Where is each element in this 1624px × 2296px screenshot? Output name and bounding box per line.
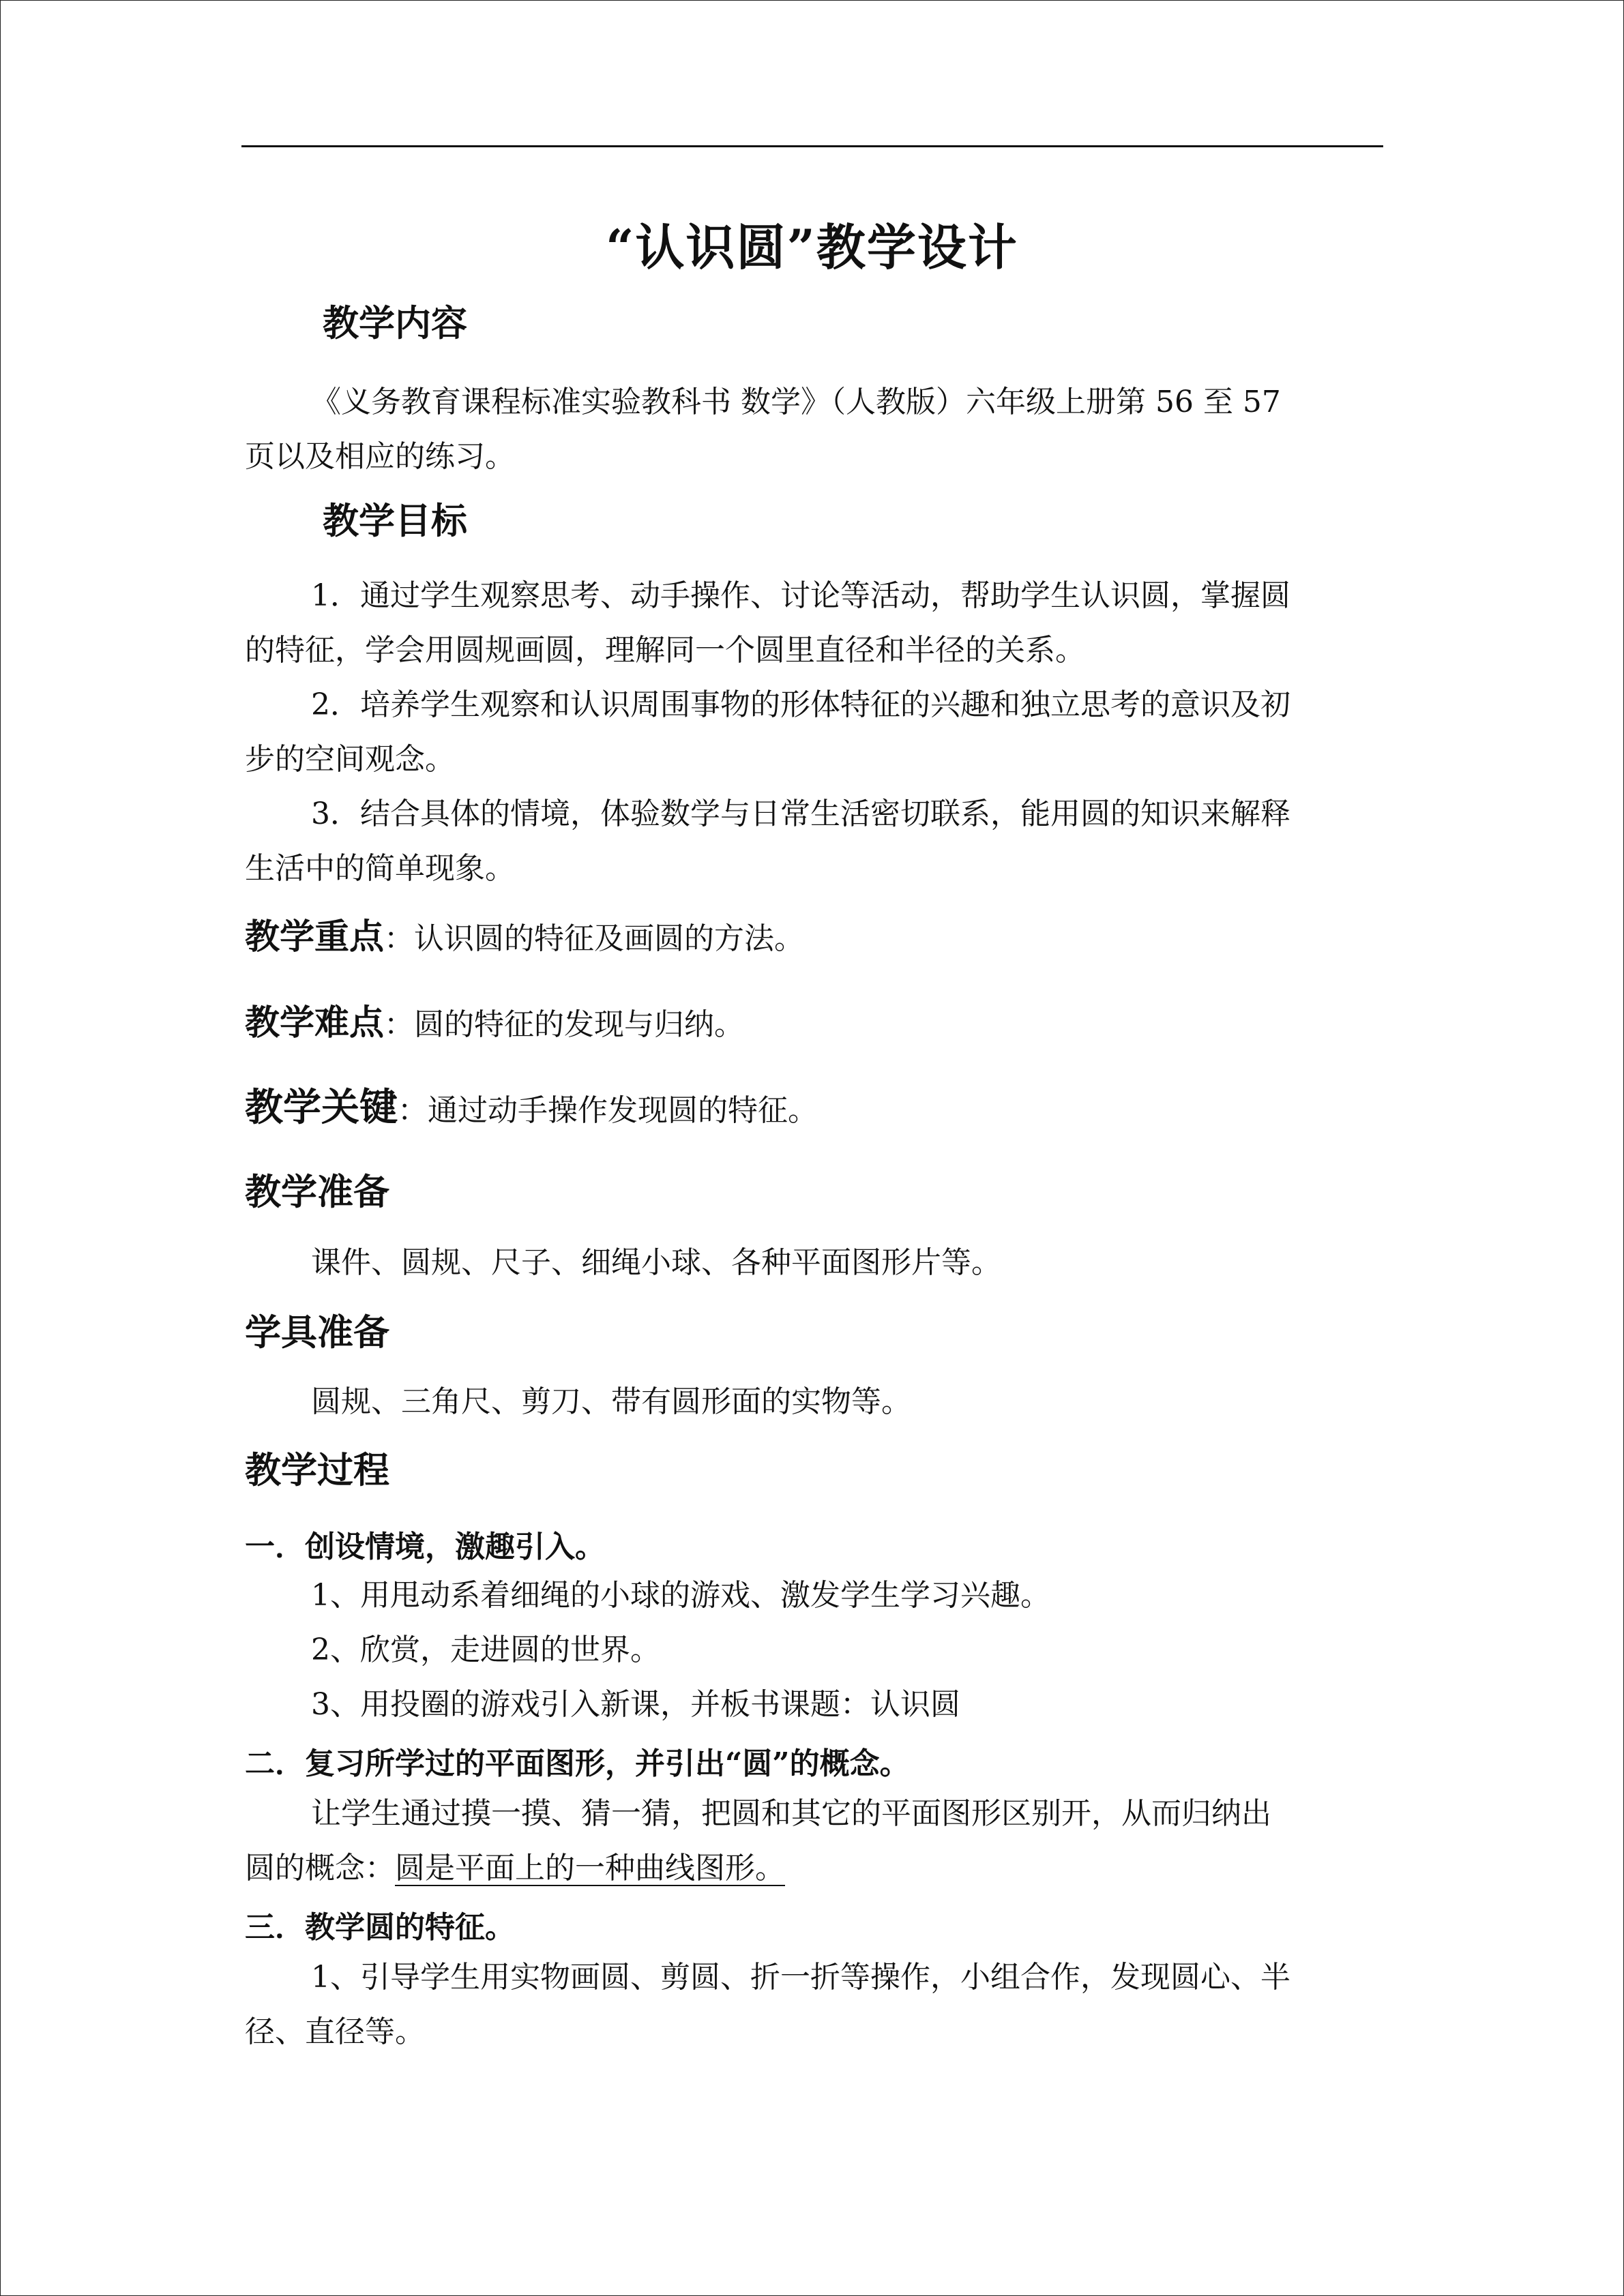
section-2-concept-definition: 圆是平面上的一种曲线图形。 xyxy=(395,1851,785,1885)
section-1-item-2: 2、欣赏，走进圆的世界。 xyxy=(311,1632,660,1667)
critical-point-text: ：通过动手操作发现圆的特征。 xyxy=(398,1093,818,1128)
goal-3-line-1: 3．结合具体的情境，体验数学与日常生活密切联系，能用圆的知识来解释 xyxy=(311,796,1290,831)
goal-2-line-1: 2．培养学生观察和认识周围事物的形体特征的兴趣和独立思考的意识及初 xyxy=(311,687,1290,722)
goal-3-line-2: 生活中的简单现象。 xyxy=(245,851,515,886)
section-1-item-1: 1、用甩动系着细绳的小球的游戏、激发学生学习兴趣。 xyxy=(311,1578,1050,1613)
difficult-point-text: ：圆的特征的发现与归纳。 xyxy=(384,1007,745,1042)
section-3-line-2: 径、直径等。 xyxy=(245,2014,425,2049)
key-point-label: 教学重点 xyxy=(245,916,385,957)
heading-teaching-process: 教学过程 xyxy=(245,1449,389,1491)
header-rule xyxy=(241,145,1383,147)
heading-teaching-content: 教学内容 xyxy=(323,302,467,344)
difficult-point xyxy=(245,994,744,1045)
prep-text: 课件、圆规、尺子、细绳小球、各种平面图形片等。 xyxy=(311,1245,1001,1280)
key-point-text: ：认识圆的特征及画圆的方法。 xyxy=(384,921,805,956)
section-1-item-3: 3、用投圈的游戏引入新课，并板书课题：认识圆 xyxy=(311,1687,960,1722)
section-3-title: 三．教学圆的特征。 xyxy=(245,1910,515,1945)
document-title: “认识圆”教学设计 xyxy=(606,218,1018,276)
content-line-1: 《义务教育课程标准实验教科书 数学》（人教版）六年级上册第 56 至 57 xyxy=(311,385,1281,419)
critical-point-label: 教学关键 xyxy=(245,1085,398,1130)
difficult-point-label: 教学难点 xyxy=(245,1002,385,1043)
section-1-title: 一．创设情境，激趣引入。 xyxy=(245,1530,605,1564)
heading-teaching-prep: 教学准备 xyxy=(245,1171,389,1213)
section-2-concept-prefix: 圆的概念： xyxy=(245,1851,395,1885)
goal-2-line-2: 步的空间观念。 xyxy=(245,742,455,777)
section-3-line-1: 1、引导学生用实物画圆、剪圆、折一折等操作，小组合作，发现圆心、半 xyxy=(311,1960,1290,1995)
critical-point xyxy=(245,1077,818,1132)
tools-text: 圆规、三角尺、剪刀、带有圆形面的实物等。 xyxy=(311,1384,911,1419)
section-2-line-2 xyxy=(245,1841,785,1896)
goal-1-line-1: 1．通过学生观察思考、动手操作、讨论等活动，帮助学生认识圆，掌握圆 xyxy=(311,578,1290,613)
section-2-title: 二．复习所学过的平面图形，并引出“圆”的概念。 xyxy=(245,1746,910,1781)
section-2-line-1: 让学生通过摸一摸、猜一猜，把圆和其它的平面图形区别开，从而归纳出 xyxy=(311,1796,1271,1831)
goal-1-line-2: 的特征，学会用圆规画圆，理解同一个圆里直径和半径的关系。 xyxy=(245,633,1085,668)
heading-teaching-goals: 教学目标 xyxy=(323,500,467,542)
content-line-2: 页以及相应的练习。 xyxy=(245,439,515,474)
key-point xyxy=(245,908,804,959)
heading-tools-prep: 学具准备 xyxy=(245,1311,389,1354)
